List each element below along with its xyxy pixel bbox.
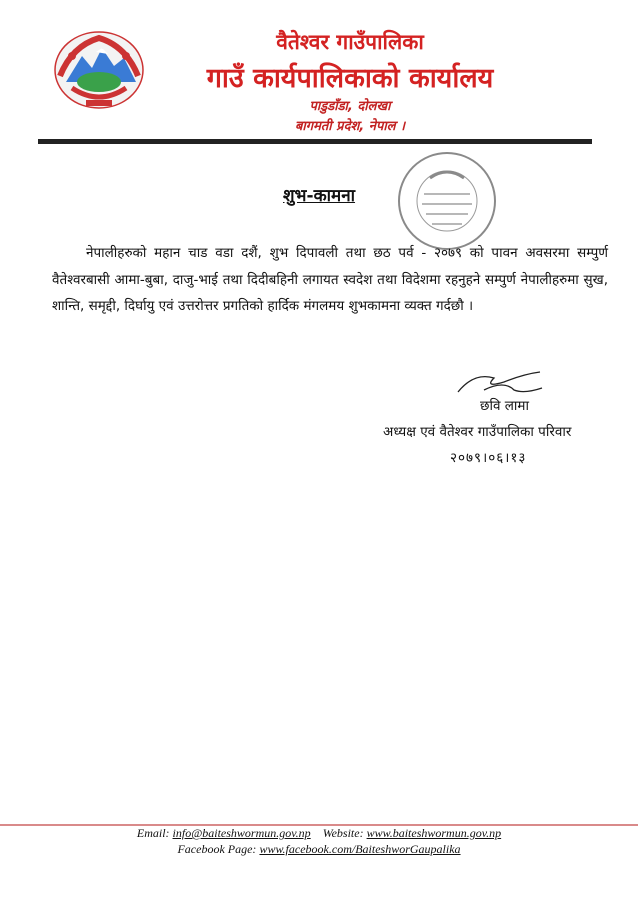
footer-facebook-line (0, 842, 638, 857)
address-line-2: बागमती प्रदेश, नेपाल । (294, 119, 406, 134)
facebook-label: Facebook Page: (177, 842, 257, 856)
letter-date: २०७९।०६।१३ (450, 450, 527, 466)
signatory-role: अध्यक्ष एवं वैतेश्वर गाउँपालिका परिवार (383, 424, 572, 440)
letter-title: शुभ-कामना (283, 186, 356, 206)
email-link[interactable]: info@baiteshwormun.gov.np (172, 826, 311, 840)
signature-icon (454, 368, 546, 396)
office-name: गाउँ कार्यपालिकाको कार्यालय (206, 63, 494, 94)
address-line-1: पाडुडाँडा, दोलखा (309, 99, 391, 114)
facebook-link[interactable]: www.facebook.com/BaiteshworGaupalika (259, 842, 461, 856)
website-label: Website: (322, 826, 364, 840)
municipality-name: वैतेश्वर गाउँपालिका (276, 30, 424, 54)
website-link[interactable]: www.baiteshwormun.gov.np (366, 826, 502, 840)
nepal-emblem-icon (52, 26, 146, 112)
header-divider (38, 139, 592, 144)
email-label: Email: (136, 826, 170, 840)
signatory-name: छवि लामा (480, 398, 529, 414)
letter-body: नेपालीहरुको महान चाड वडा दशैं, शुभ दिपावली तथा छठ पर्व - २०७९ को पावन अवसरमा सम्पुर्ण वैतेश्वरबासी आमा-बुबा, दाजु-भाई तथा दिदीबहिनी लगायत स्वदेश तथा विदेशमा रहनुहने सम्पुर्ण नेपालीहरुमा सुख, शान्ति, समृद्दी, दिर्घायु एवं उत्तरोत्तर प्रगतिको हार्दिक मंगलमय शुभकामना व्यक्त गर्दछौ । (52, 245, 608, 314)
office-stamp-icon (394, 148, 500, 254)
footer-contact-line (0, 826, 638, 841)
